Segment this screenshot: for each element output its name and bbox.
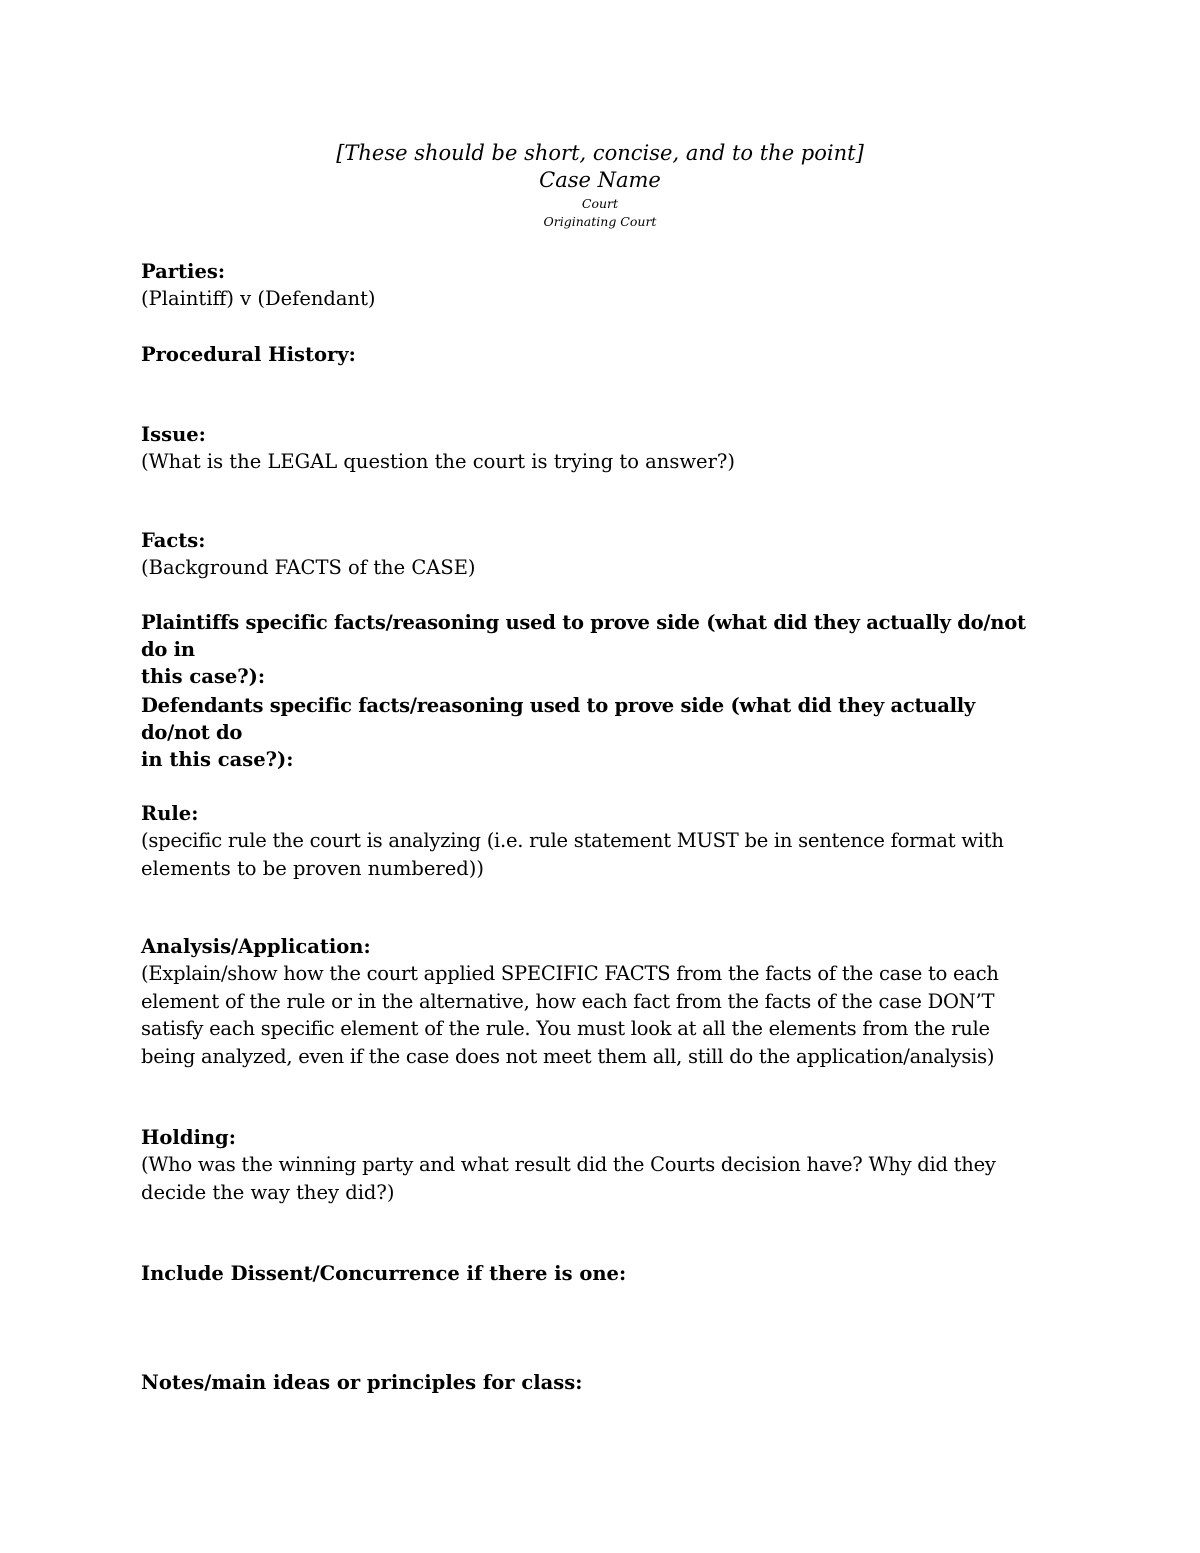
facts-body: (Background FACTS of the CASE) [141, 556, 476, 579]
notes-heading: Notes/main ideas or principles for class: [141, 1371, 583, 1394]
dissent-heading: Include Dissent/Concurrence if there is one: [141, 1262, 627, 1285]
parties-heading: Parties: [141, 260, 226, 283]
case-name: Case Name [539, 168, 661, 192]
holding-body-line-1: (Who was the winning party and what result did the Courts decision have? Why did they [141, 1153, 996, 1176]
originating-court-label: Originating Court [543, 214, 657, 229]
analysis-body-line-2: element of the rule or in the alternative, how each fact from the facts of the case DON’T [141, 989, 995, 1013]
section-procedural-history [141, 341, 1041, 368]
section-plaintiffs-facts [141, 609, 1041, 690]
section-holding [141, 1124, 1041, 1206]
issue-heading: Issue: [141, 423, 206, 446]
plaintiffs-heading-line-2: this case?): [141, 665, 266, 688]
facts-heading: Facts: [141, 529, 206, 552]
parties-body: (Plaintiff) v (Defendant) [141, 287, 376, 310]
defendants-heading-line-1: Defendants specific facts/reasoning used to prove side (what did they actually do/not do [141, 694, 975, 744]
defendants-heading-line-2: in this case?): [141, 748, 294, 771]
court-label: Court [581, 196, 619, 211]
analysis-body-line-1: (Explain/show how the court applied SPECIFIC FACTS from the facts of the case to each [141, 962, 999, 985]
section-issue [141, 421, 1041, 476]
section-facts [141, 527, 1041, 582]
section-defendants-facts [141, 692, 1041, 773]
analysis-heading: Analysis/Application: [141, 935, 371, 958]
section-notes [141, 1369, 1041, 1396]
plaintiffs-heading-line-1: Plaintiffs specific facts/reasoning used to prove side (what did they actually do/not do in [141, 611, 1026, 661]
procedural-history-heading: Procedural History: [141, 343, 356, 366]
holding-body-line-2: decide the way they did?) [141, 1180, 395, 1204]
holding-heading: Holding: [141, 1126, 236, 1149]
section-dissent [141, 1260, 1041, 1287]
section-parties [141, 258, 1041, 313]
rule-body-line-1: (specific rule the court is analyzing (i.e. rule statement MUST be in sentence format with [141, 829, 1004, 852]
section-analysis [141, 933, 1041, 1070]
issue-body: (What is the LEGAL question the court is trying to answer?) [141, 450, 735, 473]
rule-body-line-2: elements to be proven numbered)) [141, 856, 484, 880]
instruction-note: [These should be short, concise, and to the point] [336, 141, 864, 165]
analysis-body-line-4: being analyzed, even if the case does not meet them all, still do the application/analysis) [141, 1044, 995, 1068]
rule-heading: Rule: [141, 802, 199, 825]
section-rule [141, 800, 1041, 882]
analysis-body-line-3: satisfy each specific element of the rule. You must look at all the elements from the rule [141, 1017, 990, 1040]
